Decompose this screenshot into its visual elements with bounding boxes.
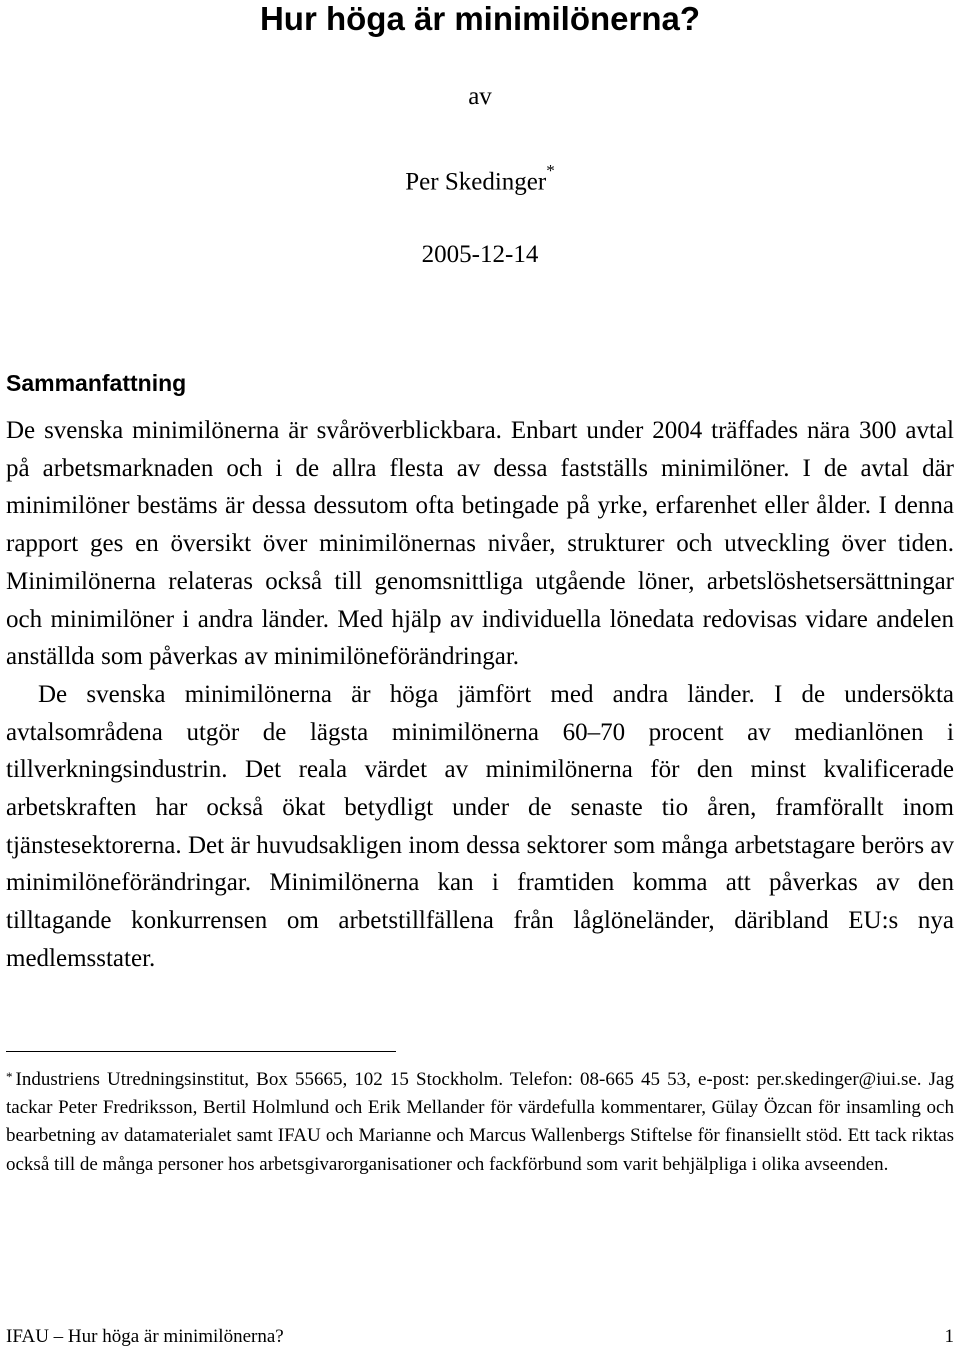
author-name: Per Skedinger <box>405 168 547 196</box>
footnote-mark: * <box>6 1069 13 1084</box>
footnote <box>6 1066 954 1179</box>
abstract-paragraph-1: De svenska minimilönerna är svåröverblickbara. Enbart under 2004 träffades nära 300 avtal på arbetsmarknaden och i de allra flesta av dessa fastställs minimilöner. I de avtal där minimilöner bestäms är dessa dessutom ofta betingade på yrke, erfarenhet eller ålder. I denna rapport ges en översikt över minimilönernas nivåer, strukturer och utveckling över tiden. Minimilönerna relateras också till genomsnittliga utgående löner, arbetslöshetsersättningar och minimilöner i andra länder. Med hjälp av individuella lönedata redovisas vidare andelen anställda som påverkas av minimilöneförändringar. <box>6 417 954 671</box>
author-line <box>0 160 960 197</box>
footnote-text: Industriens Utredningsinstitut, Box 55665, 102 15 Stockholm. Telefon: 08-665 45 53, e-post: per.skedinger@iui.se. Jag tackar Peter Fredriksson, Bertil Holmlund och Erik Mellander för värdefulla kommentarer, Gülay Özcan för insamling och bearbetning av datamaterialet samt IFAU och Marianne och Marcus Wallenbergs Stiftelse för finansiellt stöd. Ett tack riktas också till de många personer hos arbetsgivarorganisationer och fackförbund som varit behjälpliga i olika avseenden. <box>6 1069 954 1175</box>
publication-date: 2005-12-14 <box>421 241 539 268</box>
page-title: Hur höga är minimilönerna? <box>259 0 701 37</box>
abstract-body <box>6 412 954 978</box>
byline: av <box>468 83 492 110</box>
author-footnote-mark[interactable]: * <box>546 161 555 180</box>
abstract-paragraph-2: De svenska minimilönerna är höga jämfört med andra länder. I de undersökta avtalsområdena utgör de lägsta minimilönerna 60–70 procent av medianlönen i tillverkningsindustrin. Det reala värdet av minimilönerna för den minst kvalificerade arbetskraften har också ökat betydligt under de senaste tio åren, framförallt inom tjänstesektorerna. Det är huvudsakligen inom dessa sektorer som många arbetstagare berörs av minimilöneförändringar. Minimilönerna kan i framtiden komma att påverkas av den tilltagande konkurrensen om arbetstillfällena från låglöneländer, däribland EU:s nya medlemsstater. <box>6 680 954 972</box>
running-title: IFAU – Hur höga är minimilönerna? <box>6 1326 284 1347</box>
footnote-divider <box>6 1051 396 1052</box>
page-footer <box>6 1326 954 1348</box>
abstract-heading: Sammanfattning <box>6 370 187 396</box>
page-number: 1 <box>944 1326 954 1347</box>
